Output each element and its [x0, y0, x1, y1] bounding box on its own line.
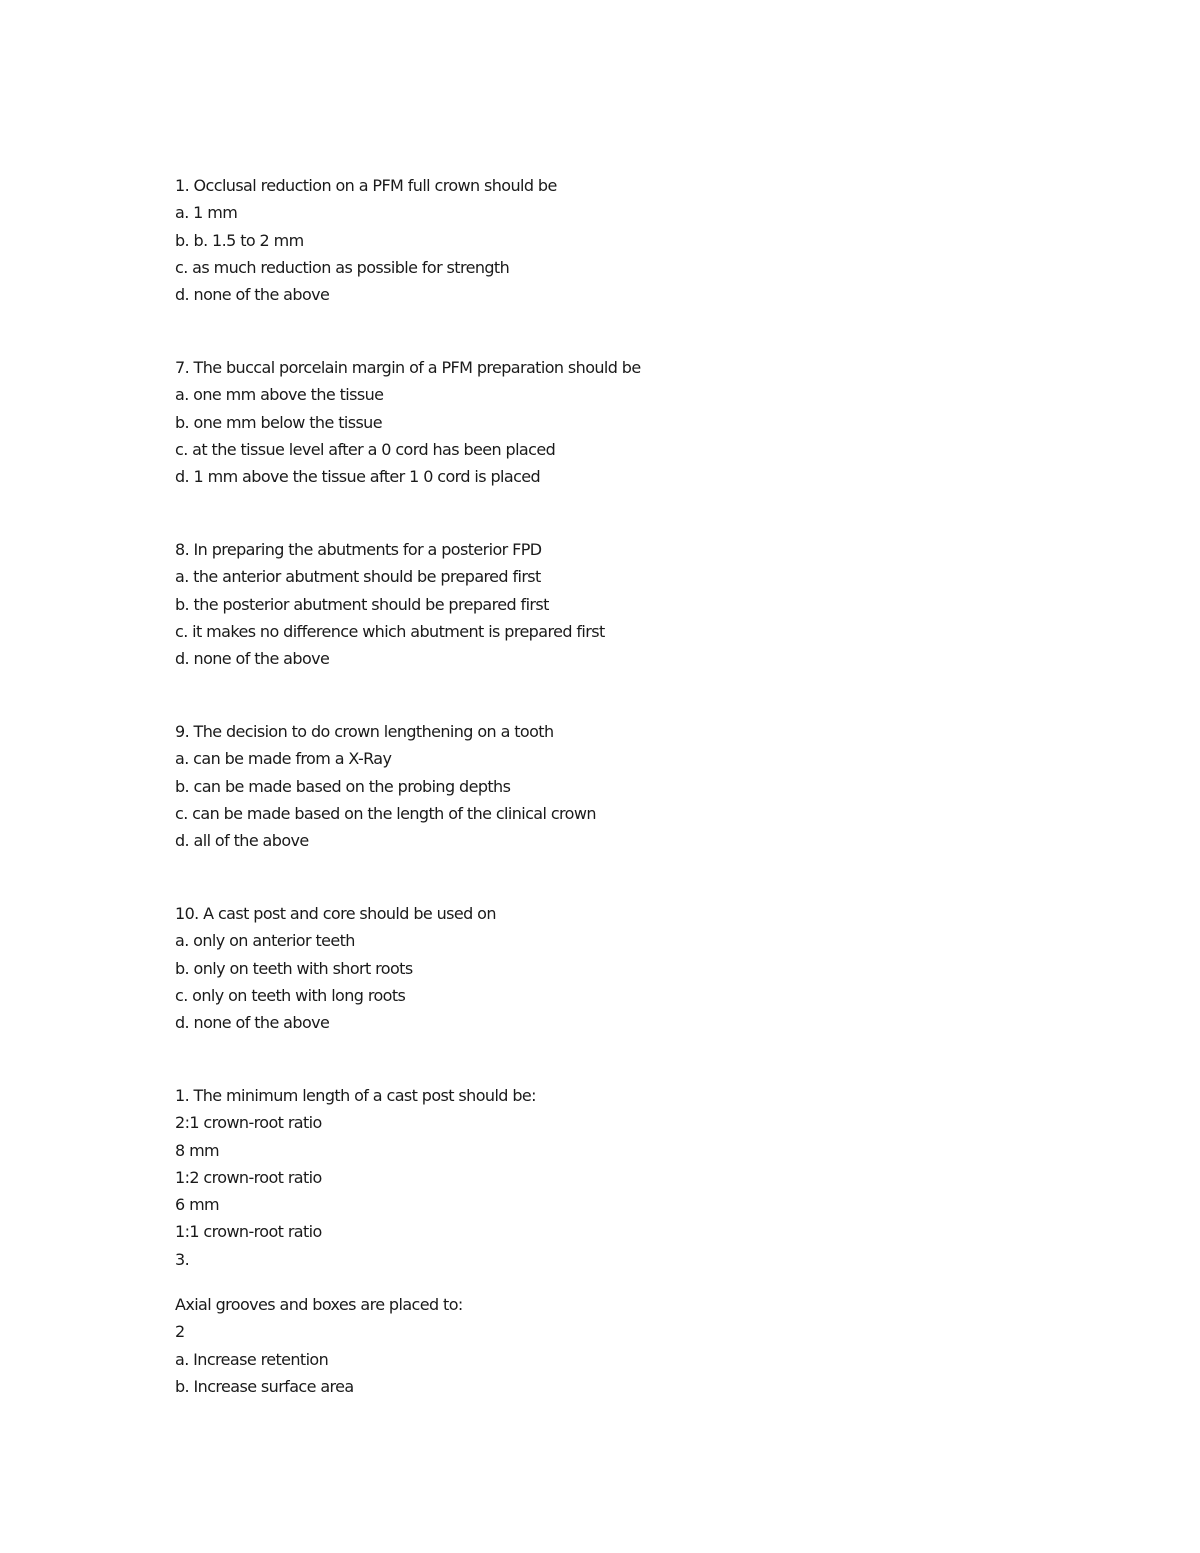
answer-option: d. none of the above: [175, 285, 330, 305]
question-stem: 1. The minimum length of a cast post should be:: [175, 1085, 536, 1105]
answer-option: c. only on teeth with long roots: [175, 985, 406, 1005]
answer-option: c. can be made based on the length of the clinical crown: [175, 803, 596, 823]
answer-option: a. only on anterior teeth: [175, 931, 355, 951]
question-7: [175, 354, 1075, 490]
answer-option: d. 1 mm above the tissue after 1 0 cord is placed: [175, 467, 541, 487]
answer-option: a. Increase retention: [175, 1349, 329, 1369]
question-stem: 1. Occlusal reduction on a PFM full crown should be: [175, 176, 557, 195]
answer-option: d. none of the above: [175, 1013, 330, 1033]
answer-option: b. the posterior abutment should be prepared first: [175, 594, 549, 614]
answer-line: 6 mm: [175, 1195, 220, 1215]
answer-option: b. b. 1.5 to 2 mm: [175, 230, 304, 250]
answer-option: b. can be made based on the probing depths: [175, 776, 511, 796]
question-1: [175, 172, 1075, 308]
question-cast-post-length: [175, 1082, 1075, 1273]
answer-option: a. can be made from a X-Ray: [175, 749, 392, 769]
answer-option: b. Increase surface area: [175, 1376, 354, 1396]
answer-option: a. the anterior abutment should be prepared first: [175, 567, 541, 587]
answer-option: d. all of the above: [175, 831, 309, 851]
answer-option: a. 1 mm: [175, 203, 238, 223]
question-9: [175, 718, 1075, 854]
answer-line: 1:2 crown-root ratio: [175, 1167, 322, 1187]
question-stem: Axial grooves and boxes are placed to:: [175, 1295, 463, 1314]
answer-option: b. only on teeth with short roots: [175, 958, 413, 978]
answer-option: c. it makes no difference which abutment is prepared first: [175, 621, 605, 641]
answer-line: 2:1 crown-root ratio: [175, 1113, 322, 1133]
question-stem: 8. In preparing the abutments for a posterior FPD: [175, 539, 542, 559]
question-axial-grooves: [175, 1291, 1075, 1400]
question-stem: 7. The buccal porcelain margin of a PFM preparation should be: [175, 357, 641, 377]
answer-option: a. one mm above the tissue: [175, 385, 384, 405]
answer-option: d. none of the above: [175, 649, 330, 669]
answer-line: 1:1 crown-root ratio: [175, 1222, 322, 1242]
answer-line: 8 mm: [175, 1140, 220, 1160]
question-10: [175, 900, 1075, 1036]
question-stem: 10. A cast post and core should be used on: [175, 903, 496, 923]
answer-line: 2: [175, 1322, 185, 1342]
answer-option: b. one mm below the tissue: [175, 412, 382, 432]
answer-option: c. at the tissue level after a 0 cord has been placed: [175, 439, 556, 459]
answer-line: 3.: [175, 1249, 190, 1269]
question-8: [175, 536, 1075, 672]
question-stem: 9. The decision to do crown lengthening on a tooth: [175, 721, 554, 741]
answer-option: c. as much reduction as possible for strength: [175, 257, 510, 277]
document-page: [175, 172, 1075, 1400]
